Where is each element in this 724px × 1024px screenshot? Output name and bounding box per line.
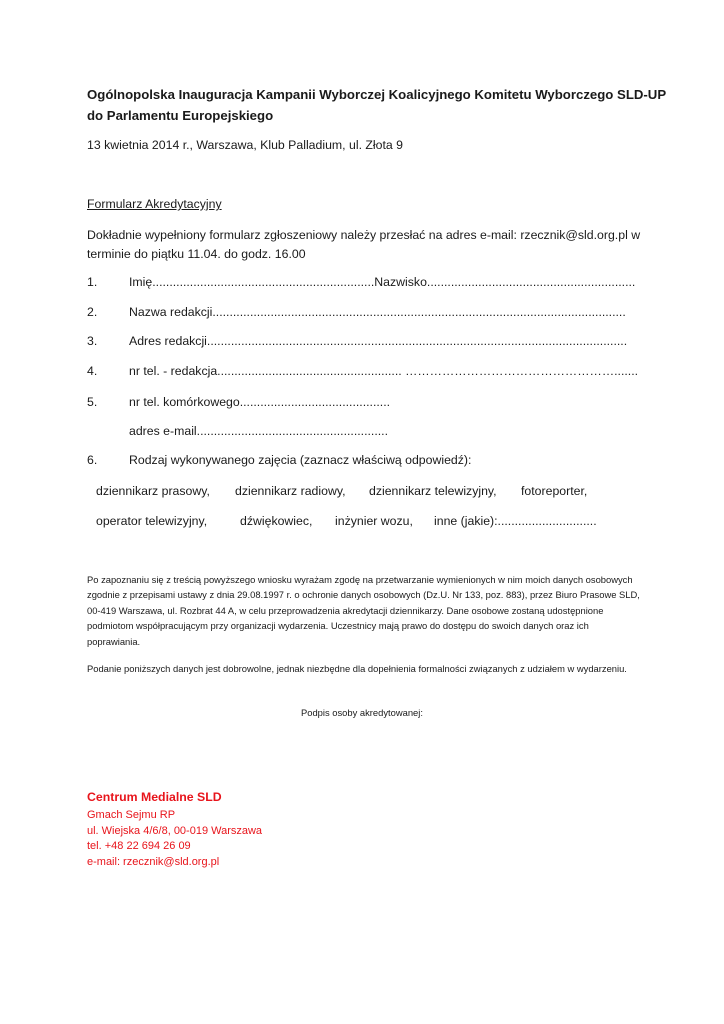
- contact-name: Centrum Medialne SLD: [87, 790, 222, 804]
- option-photographer[interactable]: fotoreporter,: [521, 484, 588, 498]
- field-email[interactable]: adres e-mail........................................................: [129, 424, 388, 438]
- field-number: 1.: [87, 275, 98, 289]
- contact-phone: tel. +48 22 694 26 09: [87, 840, 191, 852]
- field-outlet-address[interactable]: Adres redakcji...........................................................................................................................: [129, 334, 628, 348]
- option-van-engineer[interactable]: inżynier wozu,: [335, 514, 413, 528]
- field-number: 6.: [87, 453, 98, 467]
- field-name-surname[interactable]: Imię.................................................................Nazwisko.............................................................: [129, 275, 636, 289]
- signature-label: Podpis osoby akredytowanej:: [301, 707, 423, 718]
- field-mobile-phone[interactable]: nr tel. komórkowego............................................: [129, 395, 391, 409]
- document-title: Ogólnopolska Inauguracja Kampanii Wyborczej Koalicyjnego Komitetu Wyborczego SLD-UP do Parlamentu Europejskiego: [87, 87, 666, 123]
- voluntary-note: Podanie poniższych danych jest dobrowolne, jednak niezbędne dla dopełnienia formalności związanych z udziałem w wydarzeniu.: [87, 663, 627, 674]
- form-title: Formularz Akredytacyjny: [87, 197, 222, 211]
- field-number: 2.: [87, 305, 98, 319]
- option-sound-engineer[interactable]: dźwiękowiec,: [240, 514, 313, 528]
- field-occupation-label: Rodzaj wykonywanego zajęcia (zaznacz właściwą odpowiedź):: [129, 453, 472, 467]
- contact-email[interactable]: e-mail: rzecznik@sld.org.pl: [87, 855, 220, 868]
- field-outlet-name[interactable]: Nazwa redakcji.........................................................................................................................: [129, 305, 626, 319]
- field-number: 4.: [87, 364, 98, 378]
- contact-block: [87, 788, 262, 870]
- field-office-phone[interactable]: nr tel. - redakcja...................................................... …………………………………………….......: [129, 364, 639, 378]
- event-details: 13 kwietnia 2014 r., Warszawa, Klub Palladium, ul. Złota 9: [87, 138, 404, 152]
- option-radio-journalist[interactable]: dziennikarz radiowy,: [235, 484, 346, 498]
- form-instructions: Dokładnie wypełniony formularz zgłoszeniowy należy przesłać na adres e-mail: rzecznik@sld.org.pl w terminie do piątku 11.04. do godz. 16.00: [87, 228, 641, 261]
- field-number: 5.: [87, 395, 98, 409]
- contact-building: Gmach Sejmu RP: [87, 809, 176, 821]
- option-press-journalist[interactable]: dziennikarz prasowy,: [96, 484, 210, 498]
- field-number: 3.: [87, 334, 98, 348]
- consent-text: Po zapoznaniu się z treścią powyższego wniosku wyrażam zgodę na przetwarzanie wymienionych w nim moich danych osobowych zgodnie z przepisami ustawy z dnia 29.08.1997 r. o ochronie danych osobowych (Dz.U. Nr 133, poz. 883), przez Biuro Prasowe SLD, 00-419 Warszawa, ul. Rozbrat 44 A, w celu przeprowadzenia akredytacji dziennikarzy. Dane osobowe zostaną udostępnione podmiotom współpracującym przy organizacji wydarzenia. Uczestnicy mają prawo do dostępu do swoich danych oraz ich poprawiania.: [87, 574, 640, 647]
- option-other[interactable]: inne (jakie):.............................: [434, 514, 597, 528]
- contact-address: ul. Wiejska 4/6/8, 00-019 Warszawa: [87, 824, 263, 837]
- option-tv-operator[interactable]: operator telewizyjny,: [96, 514, 208, 528]
- option-tv-journalist[interactable]: dziennikarz telewizyjny,: [369, 484, 497, 498]
